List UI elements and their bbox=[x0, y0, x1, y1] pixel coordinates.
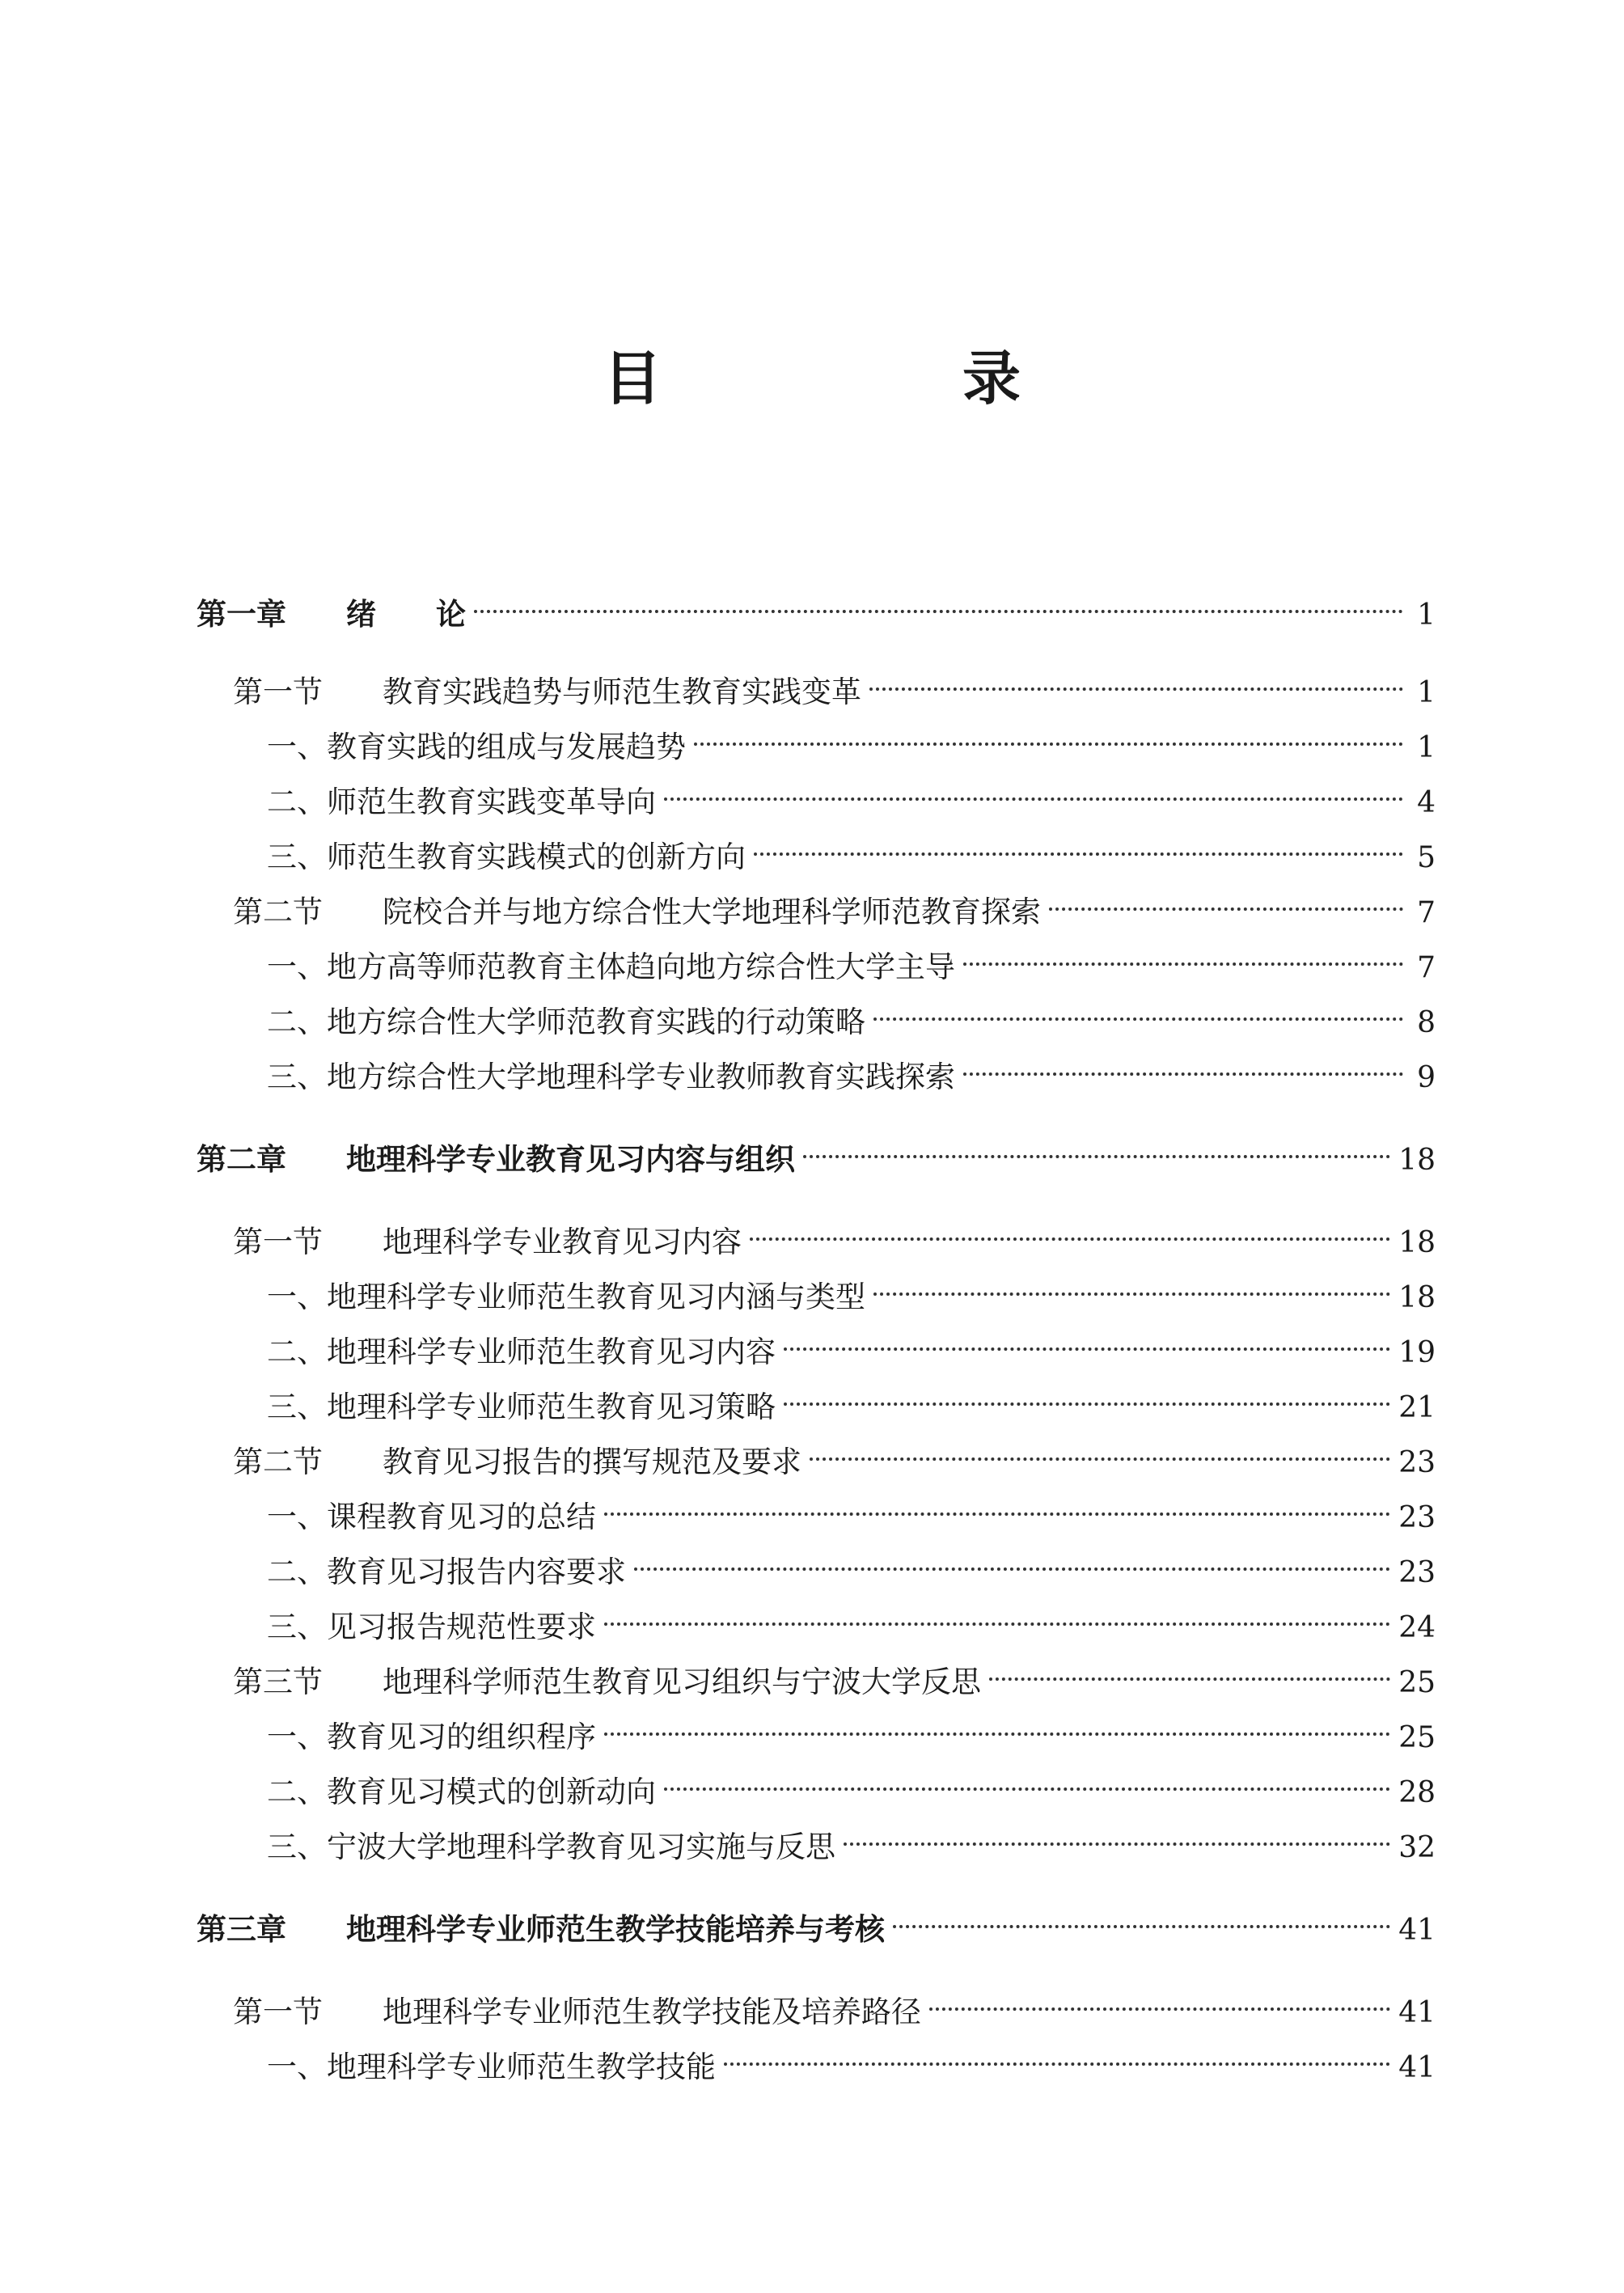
toc-entry-page-number: 24 bbox=[1398, 1611, 1436, 1644]
toc-entry-section[interactable] bbox=[233, 1644, 1436, 1699]
toc-entry-number: 一、 bbox=[267, 1720, 327, 1754]
toc-entry-number: 一、 bbox=[267, 730, 327, 764]
toc-entry-item[interactable] bbox=[267, 1754, 1436, 1809]
toc-dot-leader bbox=[810, 1424, 1390, 1472]
toc-entry-page-number: 18 bbox=[1398, 1144, 1436, 1177]
toc-entry-item[interactable] bbox=[267, 2029, 1436, 2084]
toc-entry-number: 三、 bbox=[267, 1830, 327, 1864]
toc-dot-leader bbox=[634, 1534, 1390, 1582]
toc-entry-spacer bbox=[286, 590, 346, 639]
toc-dot-leader bbox=[604, 1479, 1390, 1527]
toc-entry-title: 地方综合性大学师范教育实践的行动策略 bbox=[327, 1005, 865, 1039]
toc-entry-number: 一、 bbox=[267, 950, 327, 984]
toc-dot-leader bbox=[844, 1809, 1390, 1857]
toc-entry-title: 地理科学师范生教育见习组织与宁波大学反思 bbox=[383, 1665, 981, 1699]
toc-dot-leader bbox=[893, 1891, 1390, 1940]
toc-entry-title: 地理科学专业师范生教育见习内容 bbox=[327, 1335, 776, 1369]
toc-entry-title: 师范生教育实践变革导向 bbox=[327, 785, 656, 819]
toc-dot-leader bbox=[803, 1121, 1390, 1170]
toc-dot-leader bbox=[750, 1204, 1390, 1252]
toc-entry-chapter[interactable] bbox=[197, 1121, 1436, 1177]
toc-entry-page-number: 5 bbox=[1417, 841, 1436, 874]
toc-entry-page-number: 1 bbox=[1417, 676, 1436, 709]
toc-entry-item[interactable] bbox=[267, 819, 1436, 874]
toc-entry-chapter[interactable] bbox=[197, 1891, 1436, 1947]
toc-entry-chapter[interactable] bbox=[197, 576, 1436, 632]
toc-entry-title: 教育实践的组成与发展趋势 bbox=[327, 730, 686, 764]
toc-entry-number: 三、 bbox=[267, 840, 327, 874]
toc-dot-leader bbox=[754, 819, 1403, 867]
toc-entry-page-number: 25 bbox=[1398, 1666, 1436, 1699]
toc-entry-page-number: 18 bbox=[1398, 1226, 1436, 1259]
toc-entry-number: 三、 bbox=[267, 1390, 327, 1424]
toc-entry-section[interactable] bbox=[233, 1974, 1436, 2029]
toc-entry-section[interactable] bbox=[233, 1204, 1436, 1259]
toc-entry-number: 三、 bbox=[267, 1060, 327, 1094]
toc-entry-spacer bbox=[286, 1136, 346, 1184]
toc-entry-page-number: 1 bbox=[1417, 731, 1436, 764]
toc-entry-number: 二、 bbox=[267, 1775, 327, 1809]
toc-entry-item[interactable] bbox=[267, 1534, 1436, 1589]
toc-dot-leader bbox=[664, 764, 1403, 812]
toc-entry-title: 地理科学专业师范生教育见习内涵与类型 bbox=[327, 1280, 865, 1314]
toc-dot-leader bbox=[963, 929, 1403, 977]
toc-entry-number: 第二章 bbox=[197, 1142, 286, 1177]
toc-entry-number: 第一章 bbox=[197, 597, 286, 632]
toc-entry-title: 地方高等师范教育主体趋向地方综合性大学主导 bbox=[327, 950, 955, 984]
toc-entry-number: 二、 bbox=[267, 1555, 327, 1589]
toc-entry-page-number: 9 bbox=[1417, 1061, 1436, 1094]
toc-entry-page-number: 25 bbox=[1398, 1721, 1436, 1754]
toc-entry-page-number: 7 bbox=[1417, 951, 1436, 984]
toc-entry-number: 二、 bbox=[267, 1335, 327, 1369]
toc-entry-section[interactable] bbox=[233, 874, 1436, 929]
toc-entry-number: 第一节 bbox=[233, 1225, 323, 1259]
toc-entry-title: 教育实践趋势与师范生教育实践变革 bbox=[383, 675, 861, 709]
toc-entry-item[interactable] bbox=[267, 1314, 1436, 1369]
toc-entry-number: 三、 bbox=[267, 1610, 327, 1644]
toc-dot-leader bbox=[1049, 874, 1403, 922]
toc-entry-page-number: 41 bbox=[1398, 1914, 1436, 1947]
toc-entry-page-number: 19 bbox=[1398, 1336, 1436, 1369]
toc-entry-number: 二、 bbox=[267, 785, 327, 819]
toc-entry-page-number: 41 bbox=[1398, 2051, 1436, 2084]
toc-entry-title: 地理科学专业师范生教学技能及培养路径 bbox=[383, 1995, 921, 2029]
toc-entry-number: 一、 bbox=[267, 1280, 327, 1314]
toc-dot-leader bbox=[604, 1589, 1390, 1637]
toc-entry-title: 见习报告规范性要求 bbox=[327, 1610, 596, 1644]
toc-entry-item[interactable] bbox=[267, 929, 1436, 984]
toc-entry-title: 地理科学专业师范生教育见习策略 bbox=[327, 1390, 776, 1424]
toc-dot-leader bbox=[694, 709, 1403, 757]
toc-entry-spacer bbox=[286, 1906, 346, 1954]
toc-entry-number: 第一节 bbox=[233, 675, 323, 709]
toc-entry-page-number: 7 bbox=[1417, 896, 1436, 929]
toc-entry-number: 一、 bbox=[267, 2050, 327, 2084]
toc-dot-leader bbox=[989, 1644, 1390, 1692]
toc-entry-item[interactable] bbox=[267, 709, 1436, 764]
toc-entry-page-number: 4 bbox=[1417, 786, 1436, 819]
toc-entry-title: 院校合并与地方综合性大学地理科学师范教育探索 bbox=[383, 895, 1041, 929]
toc-dot-leader bbox=[784, 1369, 1390, 1417]
toc-entry-number: 第三节 bbox=[233, 1665, 323, 1699]
toc-entry-number: 一、 bbox=[267, 1500, 327, 1534]
toc-entry-number: 第三章 bbox=[197, 1912, 286, 1947]
toc-entry-page-number: 8 bbox=[1417, 1006, 1436, 1039]
toc-entry-title: 地理科学专业教育见习内容 bbox=[383, 1225, 742, 1259]
toc-entry-item[interactable] bbox=[267, 1479, 1436, 1534]
toc-entry-page-number: 1 bbox=[1417, 599, 1436, 632]
toc-dot-leader bbox=[474, 576, 1403, 624]
toc-entry-page-number: 41 bbox=[1398, 1996, 1436, 2029]
toc-entry-title: 地理科学专业师范生教学技能 bbox=[327, 2050, 716, 2084]
toc-entry-item[interactable] bbox=[267, 1809, 1436, 1864]
toc-entry-title: 地理科学专业师范生教学技能培养与考核 bbox=[346, 1912, 885, 1947]
toc-entry-page-number: 21 bbox=[1398, 1391, 1436, 1424]
toc-dot-leader bbox=[784, 1314, 1390, 1362]
toc-entry-title: 课程教育见习的总结 bbox=[327, 1500, 596, 1534]
toc-entry-page-number: 28 bbox=[1398, 1776, 1436, 1809]
toc-entry-page-number: 32 bbox=[1398, 1831, 1436, 1864]
toc-entry-section[interactable] bbox=[233, 1424, 1436, 1479]
toc-entry-page-number: 23 bbox=[1398, 1556, 1436, 1589]
toc-entry-item[interactable] bbox=[267, 1039, 1436, 1094]
toc-entry-number: 第一节 bbox=[233, 1995, 323, 2029]
toc-entry-item[interactable] bbox=[267, 1259, 1436, 1314]
toc-entry-item[interactable] bbox=[267, 1589, 1436, 1644]
toc-dot-leader bbox=[869, 654, 1403, 702]
toc-entry-title: 教育见习的组织程序 bbox=[327, 1720, 596, 1754]
toc-entry-title: 宁波大学地理科学教育见习实施与反思 bbox=[327, 1830, 835, 1864]
toc-entry-section[interactable] bbox=[233, 654, 1436, 709]
toc-dot-leader bbox=[873, 984, 1403, 1032]
toc-entry-item[interactable] bbox=[267, 984, 1436, 1039]
toc-entry-title: 教育见习报告内容要求 bbox=[327, 1555, 626, 1589]
toc-dot-leader bbox=[604, 1699, 1390, 1747]
toc-entry-page-number: 18 bbox=[1398, 1281, 1436, 1314]
toc-entry-number: 二、 bbox=[267, 1005, 327, 1039]
toc-entry-title: 教育见习模式的创新动向 bbox=[327, 1775, 656, 1809]
toc-entry-number: 第二节 bbox=[233, 895, 323, 929]
toc-entry-title: 绪 论 bbox=[346, 597, 466, 632]
toc-entry-title: 地方综合性大学地理科学专业教师教育实践探索 bbox=[327, 1060, 955, 1094]
toc-dot-leader bbox=[873, 1259, 1390, 1307]
toc-entry-title: 地理科学专业教育见习内容与组织 bbox=[346, 1142, 795, 1177]
toc-entry-number: 第二节 bbox=[233, 1445, 323, 1479]
toc-dot-leader bbox=[963, 1039, 1403, 1087]
toc-entry-page-number: 23 bbox=[1398, 1501, 1436, 1534]
page-title: 目 录 bbox=[603, 345, 1142, 412]
toc-entry-title: 师范生教育实践模式的创新方向 bbox=[327, 840, 746, 874]
toc-entry-title: 教育见习报告的撰写规范及要求 bbox=[383, 1445, 801, 1479]
toc-entry-item[interactable] bbox=[267, 764, 1436, 819]
toc-dot-leader bbox=[929, 1974, 1390, 2022]
toc-entry-page-number: 23 bbox=[1398, 1446, 1436, 1479]
toc-entry-item[interactable] bbox=[267, 1699, 1436, 1754]
toc-entry-item[interactable] bbox=[267, 1369, 1436, 1424]
toc-dot-leader bbox=[664, 1754, 1390, 1802]
toc-dot-leader bbox=[724, 2029, 1390, 2077]
